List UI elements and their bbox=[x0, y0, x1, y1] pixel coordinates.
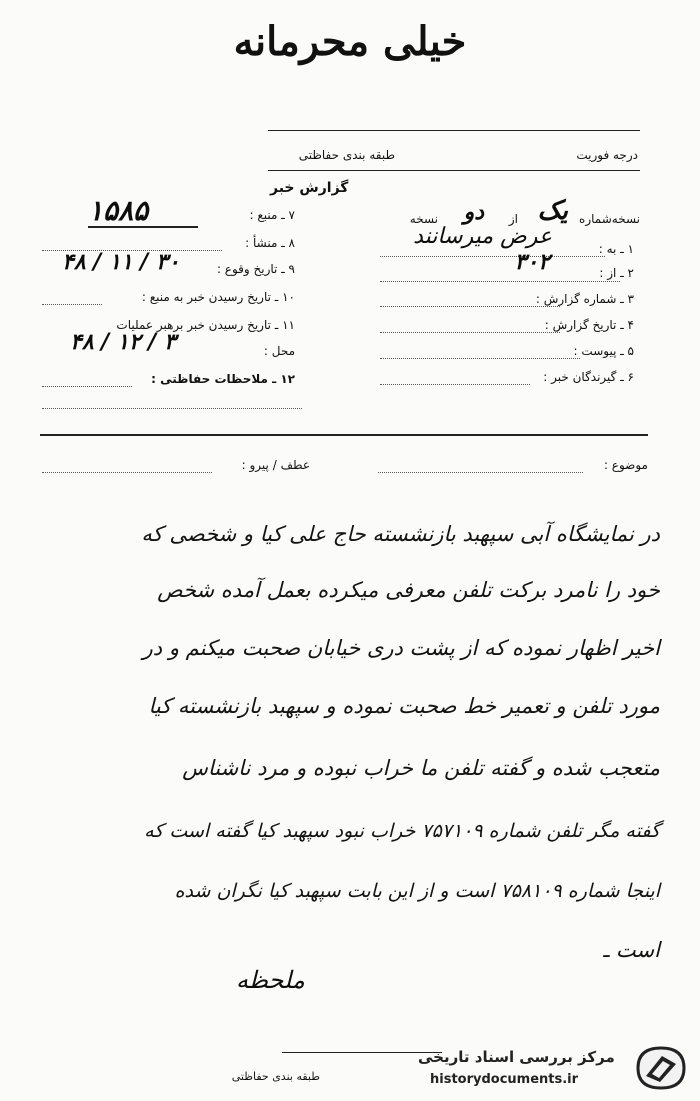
to-value: عرض میرسانند bbox=[413, 224, 552, 249]
ops-receipt-date-label: ۱۱ ـ تاریخ رسیدن خبر برهبر عملیات bbox=[116, 318, 295, 332]
watermark-text: مرکز بررسی اسناد تاریخی bbox=[418, 1048, 615, 1066]
body-line: مورد تلفن و تعمیر خط صحبت نموده و سپهبد بازنشسته کیا bbox=[148, 694, 660, 718]
source-receipt-date-label: ۱۰ ـ تاریخ رسیدن خبر به منبع : bbox=[141, 290, 295, 304]
report-date-dots bbox=[380, 332, 560, 333]
body-line: خود را نامرد برکت تلفن معرفی میکرده بعمل آمده شخص bbox=[157, 578, 660, 602]
copy-of-label: از bbox=[508, 212, 518, 226]
ops-receipt-date-value: ۳ / ۱۲ / ۴۸ bbox=[70, 330, 176, 355]
reference-label: عطف / پیرو : bbox=[241, 458, 310, 472]
report-number-dots bbox=[380, 306, 560, 307]
report-date-label: ۴ ـ تاریخ گزارش : bbox=[544, 318, 634, 332]
occurrence-date-value: ۳۰ / ۱۱ / ۴۸ bbox=[62, 250, 180, 275]
document-title: خیلی محرمانه bbox=[233, 18, 467, 65]
source-value: ۱۵۸۵ bbox=[88, 194, 149, 227]
body-line: متعجب شده و گفته تلفن ما خراب نبوده و مرد ناشناس bbox=[182, 756, 660, 780]
body-line: اخیر اظهار نموده که از پشت دری خیابان صحبت میکنم و در bbox=[142, 636, 660, 660]
copy-number-value: یک bbox=[537, 196, 568, 226]
copy-number-label: نسخه‌شماره bbox=[579, 212, 640, 226]
body-line: در نمایشگاه آبی سپهبد بازنشسته حاج علی کیا و شخصی که bbox=[141, 522, 660, 546]
to-label: ۱ ـ به : bbox=[598, 242, 634, 256]
source-receipt-dots bbox=[42, 304, 102, 305]
reference-dots bbox=[42, 472, 212, 473]
from-dots bbox=[380, 281, 620, 282]
signature: ملحظه bbox=[236, 966, 305, 994]
from-value: ۳۰۲ bbox=[514, 250, 550, 275]
copy-end-label: نسخه bbox=[409, 212, 438, 226]
security-notes-dots bbox=[42, 386, 132, 387]
security-notes-dots-2 bbox=[42, 408, 302, 409]
attachment-dots bbox=[380, 358, 580, 359]
source-label: ۷ ـ منبع : bbox=[249, 208, 295, 222]
occurrence-date-label: ۹ ـ تاریخ وقوع : bbox=[216, 262, 295, 276]
archive-logo-icon bbox=[632, 1042, 690, 1094]
body-line: اینجا شماره ۷۵۸۱۰۹ است و از این بابت سپهبد کیا نگران شده bbox=[174, 880, 660, 902]
classification-label: طبقه بندی حفاظتی bbox=[298, 148, 395, 162]
footer-classification-label: طبقه بندی حفاظتی bbox=[231, 1070, 320, 1083]
location-label: محل : bbox=[263, 344, 295, 358]
section-divider bbox=[40, 434, 648, 436]
attachment-label: ۵ ـ پیوست : bbox=[573, 344, 634, 358]
subject-label: موضوع : bbox=[603, 458, 648, 472]
header-rule-2 bbox=[268, 170, 640, 171]
watermark-url: historydocuments.ir bbox=[430, 1072, 579, 1087]
recipients-dots bbox=[380, 384, 530, 385]
urgency-label: درجه فوریت bbox=[576, 148, 638, 162]
body-line: است ـ bbox=[603, 938, 660, 962]
body-line: گفته مگر تلفن شماره ۷۵۷۱۰۹ خراب نبود سپهبد کیا گفته است که bbox=[144, 820, 660, 842]
origin-label: ۸ ـ منشأ : bbox=[245, 236, 295, 250]
source-underline bbox=[88, 226, 198, 228]
from-label: ۲ ـ از : bbox=[599, 266, 634, 280]
copy-total-value: دو bbox=[463, 200, 484, 225]
report-number-label: ۳ ـ شماره گزارش : bbox=[535, 292, 634, 306]
report-heading: گزارش خبر bbox=[270, 180, 349, 196]
recipients-label: ۶ ـ گیرندگان خبر : bbox=[543, 370, 634, 384]
subject-dots bbox=[378, 472, 583, 473]
security-notes-label: ۱۲ ـ ملاحظات حفاظتی : bbox=[151, 372, 295, 386]
header-rule bbox=[268, 130, 640, 131]
to-dots bbox=[380, 256, 605, 257]
